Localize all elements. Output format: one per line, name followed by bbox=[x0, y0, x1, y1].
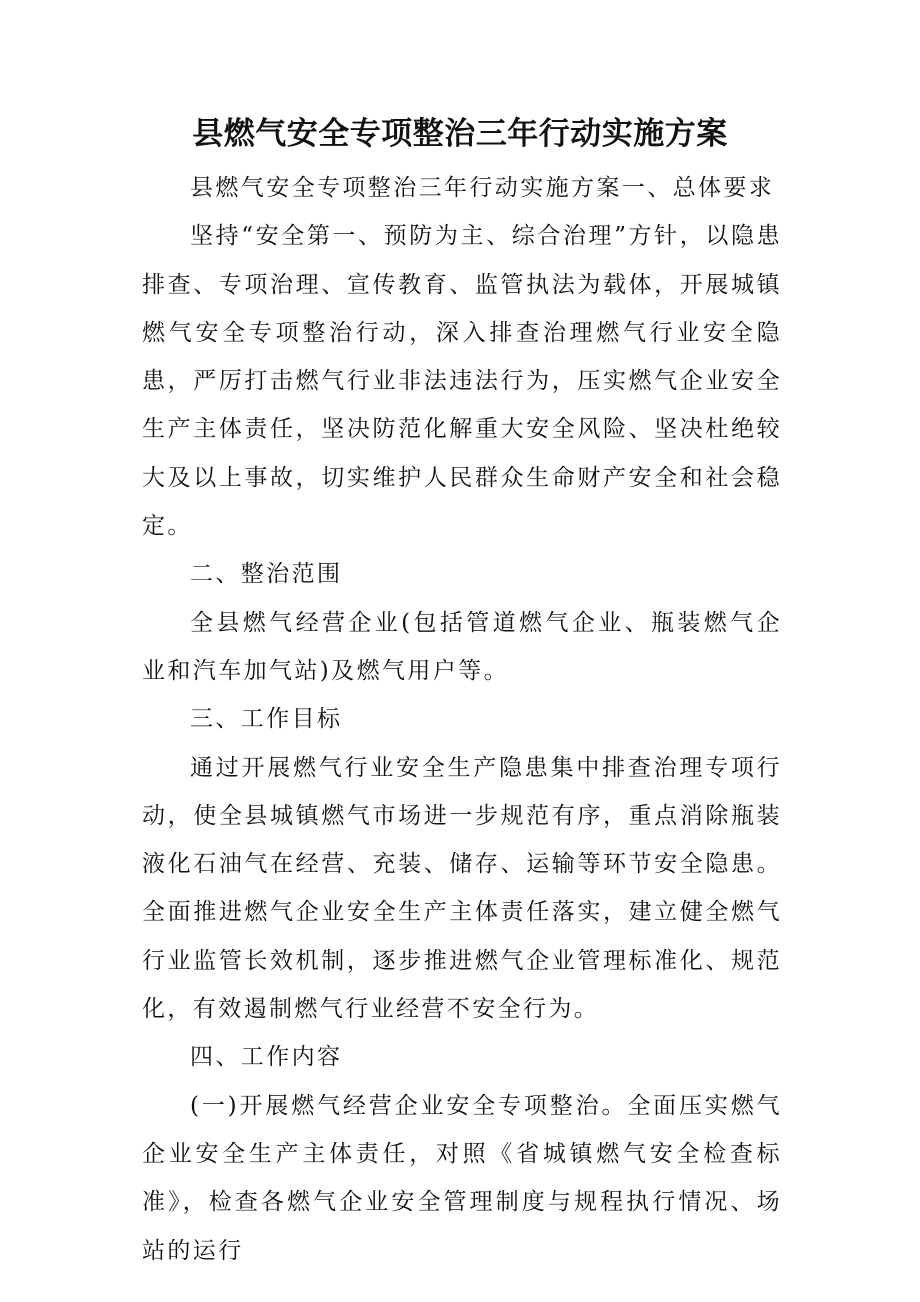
paragraph-content-item-1: (一)开展燃气经营企业安全专项整治。全面压实燃气企业安全生产主体责任，对照《省城镇燃气安全检查标准》，检查各燃气企业安全管理制度与规程执行情况、场站的运行 bbox=[142, 1092, 782, 1264]
paragraph-scope: 全县燃气经营企业(包括管道燃气企业、瓶装燃气企业和汽车加气站)及燃气用户等。 bbox=[142, 609, 782, 684]
paragraph-goals: 通过开展燃气行业安全生产隐患集中排查治理专项行动，使全县城镇燃气市场进一步规范有序，重点消除瓶装液化石油气在经营、充装、储存、运输等环节安全隐患。全面推进燃气企业安全生产主体责任落实，建立健全燃气行业监管长效机制，逐步推进燃气企业管理标准化、规范化，有效遏制燃气行业经营不安全行为。 bbox=[142, 754, 782, 1023]
section-heading-content: 四、工作内容 bbox=[190, 1044, 343, 1071]
paragraph-intro-heading: 县燃气安全专项整治三年行动实施方案一、总体要求 bbox=[190, 175, 775, 201]
section-heading-goals: 三、工作目标 bbox=[190, 706, 343, 733]
paragraph-overall-requirements: 坚持“安全第一、预防为主、综合治理”方针，以隐患排查、专项治理、宣传教育、监管执法为载体，开展城镇燃气安全专项整治行动，深入排查治理燃气行业安全隐患，严厉打击燃气行业非法违法行为，压实燃气企业安全生产主体责任，坚决防范化解重大安全风险、坚决杜绝较大及以上事故，切实维护人民群众生命财产安全和社会稳定。 bbox=[142, 223, 782, 540]
section-heading-scope: 二、整治范围 bbox=[190, 561, 343, 588]
document-title: 县燃气安全专项整治三年行动实施方案 bbox=[192, 116, 728, 152]
document-body bbox=[142, 164, 782, 1275]
